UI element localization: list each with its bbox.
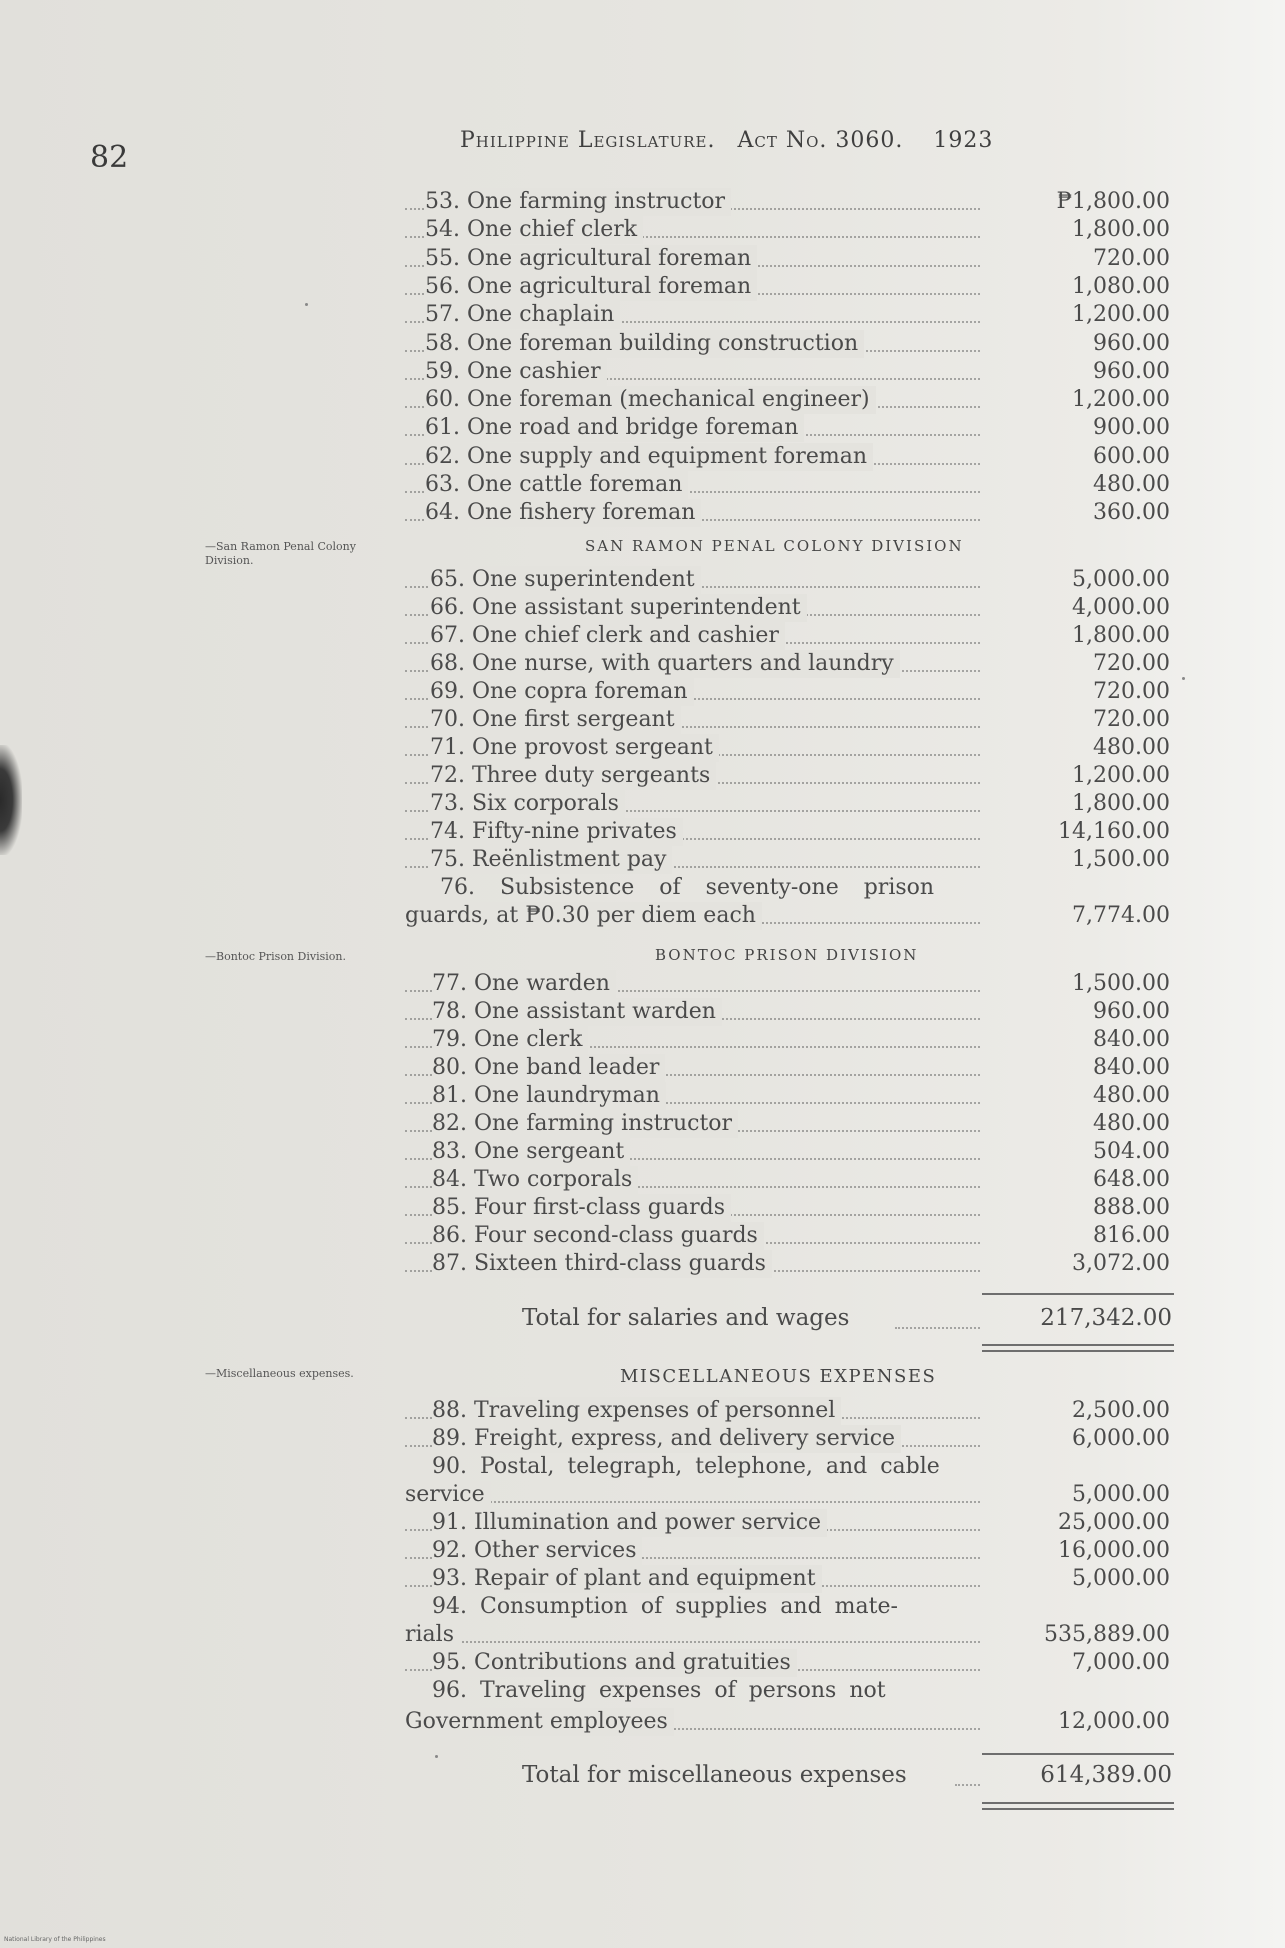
item-92-label: 92. Other services: [432, 1538, 637, 1563]
line-item-label: 83. One sergeant: [432, 1139, 625, 1164]
line-item: [405, 273, 980, 301]
line-item-label: 61. One road and bridge foreman: [425, 415, 799, 441]
line-item: [405, 678, 980, 706]
line-item-amount: 504.00: [1093, 1139, 1170, 1164]
line-item: [405, 358, 980, 386]
item-91-amount: 25,000.00: [1058, 1510, 1170, 1535]
line-item-amount: 1,200.00: [1072, 763, 1170, 788]
item-93-label: 93. Repair of plant and equipment: [432, 1566, 816, 1591]
line-item: [405, 330, 980, 358]
section-heading-bontoc: BONTOC PRISON DIVISION: [655, 946, 919, 964]
line-item-amount: 14,160.00: [1058, 819, 1170, 844]
line-item-label: 79. One clerk: [432, 1027, 583, 1052]
margin-note-san-ramon: —San Ramon Penal Colony Division.: [205, 540, 356, 567]
line-item: [405, 1166, 980, 1194]
line-item-label: 77. One warden: [432, 971, 610, 996]
line-item-amount: 480.00: [1093, 1111, 1170, 1136]
line-item-label: 66. One assistant superintendent: [430, 595, 801, 620]
line-item: [405, 216, 980, 244]
item-89-label: 89. Freight, express, and delivery service: [432, 1426, 896, 1451]
line-item: [405, 301, 980, 329]
line-item-label: 62. One supply and equipment foreman: [425, 443, 867, 469]
item-88-label: 88. Traveling expenses of personnel: [432, 1398, 836, 1423]
section-heading-san-ramon: SAN RAMON PENAL COLONY DIVISION: [585, 537, 964, 555]
item-96-line2: [405, 1708, 980, 1736]
line-item: [405, 1026, 980, 1054]
line-item-label: 84. Two corporals: [432, 1167, 633, 1192]
line-item-amount: 840.00: [1093, 1055, 1170, 1080]
item-91-label: 91. Illumination and power service: [432, 1510, 822, 1535]
item-76-line1: 76. Subsistence of seventy-one prison: [440, 875, 935, 900]
line-item: [405, 1138, 980, 1166]
total-salaries-leader: [895, 1326, 980, 1329]
line-item-label: 75. Reënlistment pay: [430, 847, 667, 872]
line-item-amount: 816.00: [1093, 1223, 1170, 1248]
line-item-amount: 1,080.00: [1072, 273, 1170, 299]
line-item-amount: 480.00: [1093, 472, 1170, 497]
line-item-label: 55. One agricultural foreman: [425, 245, 752, 271]
line-item: [405, 471, 980, 499]
item-94-line2-text: rials: [405, 1622, 454, 1647]
line-item: [405, 706, 980, 734]
running-head-year: 1923: [933, 128, 994, 153]
item-96-line2-amount: 12,000.00: [1058, 1709, 1170, 1734]
line-item: [405, 1250, 980, 1278]
double-rule-2a: [982, 1802, 1174, 1804]
line-item-amount: 1,200.00: [1072, 387, 1170, 413]
line-item-amount: 1,800.00: [1072, 217, 1170, 243]
double-rule-1b: [982, 1350, 1174, 1352]
item-94-line1: 94. Consumption of supplies and mate-: [432, 1594, 898, 1619]
line-item-amount: 888.00: [1093, 1195, 1170, 1220]
item-91: [405, 1509, 980, 1537]
item-76-amount: 7,774.00: [1072, 903, 1170, 928]
line-item: [405, 734, 980, 762]
page-number: 82: [90, 140, 129, 175]
line-item-amount: 480.00: [1093, 735, 1170, 760]
line-item-amount: 900.00: [1093, 415, 1170, 441]
item-94-line2: [405, 1621, 980, 1649]
line-item-label: 57. One chaplain: [425, 302, 615, 328]
line-item-label: 78. One assistant warden: [432, 999, 716, 1024]
item-90-line1: 90. Postal, telegraph, telephone, and cable: [432, 1454, 940, 1479]
scan-speck: [305, 303, 308, 306]
margin-note-bontoc: —Bontoc Prison Division.: [205, 950, 346, 963]
line-item: [405, 622, 980, 650]
line-item-label: 80. One band leader: [432, 1055, 660, 1080]
line-item-label: 72. Three duty sergeants: [430, 763, 711, 788]
total-misc-leader: [955, 1783, 980, 1786]
line-item: [405, 1194, 980, 1222]
line-item: [405, 650, 980, 678]
item-76-line2: [405, 902, 980, 930]
line-item-amount: 720.00: [1093, 245, 1170, 271]
line-item: [405, 414, 980, 442]
line-item-label: 65. One superintendent: [430, 567, 695, 592]
item-89-amount: 6,000.00: [1072, 1426, 1170, 1451]
line-item-label: 82. One farming instructor: [432, 1111, 733, 1136]
line-item-label: 81. One laundryman: [432, 1083, 660, 1108]
scan-speck: [1182, 677, 1185, 680]
double-rule-2b: [982, 1808, 1174, 1810]
line-item: [405, 846, 980, 874]
margin-note-misc: —Miscellaneous expenses.: [205, 1367, 354, 1380]
line-item-amount: 960.00: [1093, 330, 1170, 356]
line-item-label: 64. One fishery foreman: [425, 500, 696, 526]
line-item: [405, 970, 980, 998]
line-item-label: 69. One copra foreman: [430, 679, 688, 704]
line-item-label: 58. One foreman building construction: [425, 330, 859, 356]
line-item-amount: 840.00: [1093, 1027, 1170, 1052]
line-item-amount: ₱1,800.00: [1056, 189, 1170, 214]
total-misc-amount: 614,389.00: [1040, 1762, 1172, 1788]
line-item: [405, 499, 980, 527]
line-item-label: 59. One cashier: [425, 358, 601, 384]
item-95-label: 95. Contributions and gratuities: [432, 1650, 791, 1675]
line-item: [405, 443, 980, 471]
line-item: [405, 566, 980, 594]
line-item-amount: 648.00: [1093, 1167, 1170, 1192]
line-item-amount: 5,000.00: [1072, 567, 1170, 592]
line-item: [405, 188, 980, 216]
line-item-label: 85. Four first-class guards: [432, 1195, 726, 1220]
line-item: [405, 1082, 980, 1110]
line-item: [405, 245, 980, 273]
line-item: [405, 386, 980, 414]
item-92-amount: 16,000.00: [1058, 1538, 1170, 1563]
item-90-line2-text: service: [405, 1482, 485, 1507]
dot-leader: [405, 1501, 980, 1503]
item-94-line2-amount: 535,889.00: [1044, 1622, 1170, 1647]
line-item-amount: 960.00: [1093, 999, 1170, 1024]
line-item-amount: 720.00: [1093, 679, 1170, 704]
item-93-amount: 5,000.00: [1072, 1566, 1170, 1591]
line-item: [405, 818, 980, 846]
line-item-label: 70. One first sergeant: [430, 707, 675, 732]
item-95-amount: 7,000.00: [1072, 1650, 1170, 1675]
line-item-amount: 720.00: [1093, 707, 1170, 732]
item-92: [405, 1537, 980, 1565]
total-salaries-amount: 217,342.00: [1040, 1305, 1172, 1331]
line-item-amount: 720.00: [1093, 651, 1170, 676]
running-head-act: Act No. 3060.: [737, 128, 904, 153]
rule-above-total-misc: [982, 1753, 1174, 1755]
line-item-label: 60. One foreman (mechanical engineer): [425, 387, 870, 413]
line-item-label: 74. Fifty-nine privates: [430, 819, 677, 844]
rule-above-total-salaries: [982, 1293, 1174, 1295]
scan-edge-shadow: [0, 745, 22, 855]
line-item-amount: 1,500.00: [1072, 971, 1170, 996]
line-item: [405, 790, 980, 818]
line-item-amount: 960.00: [1093, 358, 1170, 384]
line-item: [405, 762, 980, 790]
double-rule-1a: [982, 1344, 1174, 1346]
scan-footer: National Library of the Philippines: [4, 1936, 106, 1943]
line-item-amount: 1,200.00: [1072, 302, 1170, 328]
item-88: [405, 1397, 980, 1425]
line-item: [405, 998, 980, 1026]
line-item-label: 71. One provost sergeant: [430, 735, 713, 760]
item-90-line2: [405, 1481, 980, 1509]
running-head-title: Philippine Legislature.: [460, 128, 716, 153]
item-93: [405, 1565, 980, 1593]
line-item: [405, 1222, 980, 1250]
line-item-amount: 480.00: [1093, 1083, 1170, 1108]
scan-speck: [435, 1755, 438, 1758]
item-90-line2-amount: 5,000.00: [1072, 1482, 1170, 1507]
line-item-label: 63. One cattle foreman: [425, 472, 683, 497]
line-item-label: 67. One chief clerk and cashier: [430, 623, 779, 648]
line-item-amount: 360.00: [1093, 500, 1170, 526]
item-89: [405, 1425, 980, 1453]
line-item-label: 87. Sixteen third-class guards: [432, 1251, 766, 1276]
line-item: [405, 1054, 980, 1082]
line-item: [405, 1110, 980, 1138]
item-95: [405, 1649, 980, 1677]
total-misc-label: Total for miscellaneous expenses: [522, 1762, 907, 1788]
line-item-label: 86. Four second-class guards: [432, 1223, 758, 1248]
item-88-amount: 2,500.00: [1072, 1398, 1170, 1423]
item-76-line2-text: guards, at ₱0.30 per diem each: [405, 903, 756, 928]
line-item-label: 54. One chief clerk: [425, 217, 638, 243]
line-item-amount: 3,072.00: [1072, 1251, 1170, 1276]
line-item-label: 68. One nurse, with quarters and laundry: [430, 651, 894, 676]
line-item-amount: 4,000.00: [1072, 595, 1170, 620]
total-salaries-label: Total for salaries and wages: [522, 1305, 850, 1331]
item-96-line1: 96. Traveling expenses of persons not: [432, 1678, 886, 1703]
line-item-amount: 1,800.00: [1072, 623, 1170, 648]
section-heading-misc: MISCELLANEOUS EXPENSES: [620, 1366, 937, 1387]
line-item-amount: 600.00: [1093, 443, 1170, 469]
line-item-amount: 1,800.00: [1072, 791, 1170, 816]
running-head: [460, 128, 1100, 153]
line-item: [405, 594, 980, 622]
line-item-label: 53. One farming instructor: [425, 189, 726, 214]
item-96-line2-text: Government employees: [405, 1709, 668, 1734]
dot-leader: [405, 1641, 980, 1643]
line-item-amount: 1,500.00: [1072, 847, 1170, 872]
line-item-label: 73. Six corporals: [430, 791, 619, 816]
line-item-label: 56. One agricultural foreman: [425, 273, 752, 299]
